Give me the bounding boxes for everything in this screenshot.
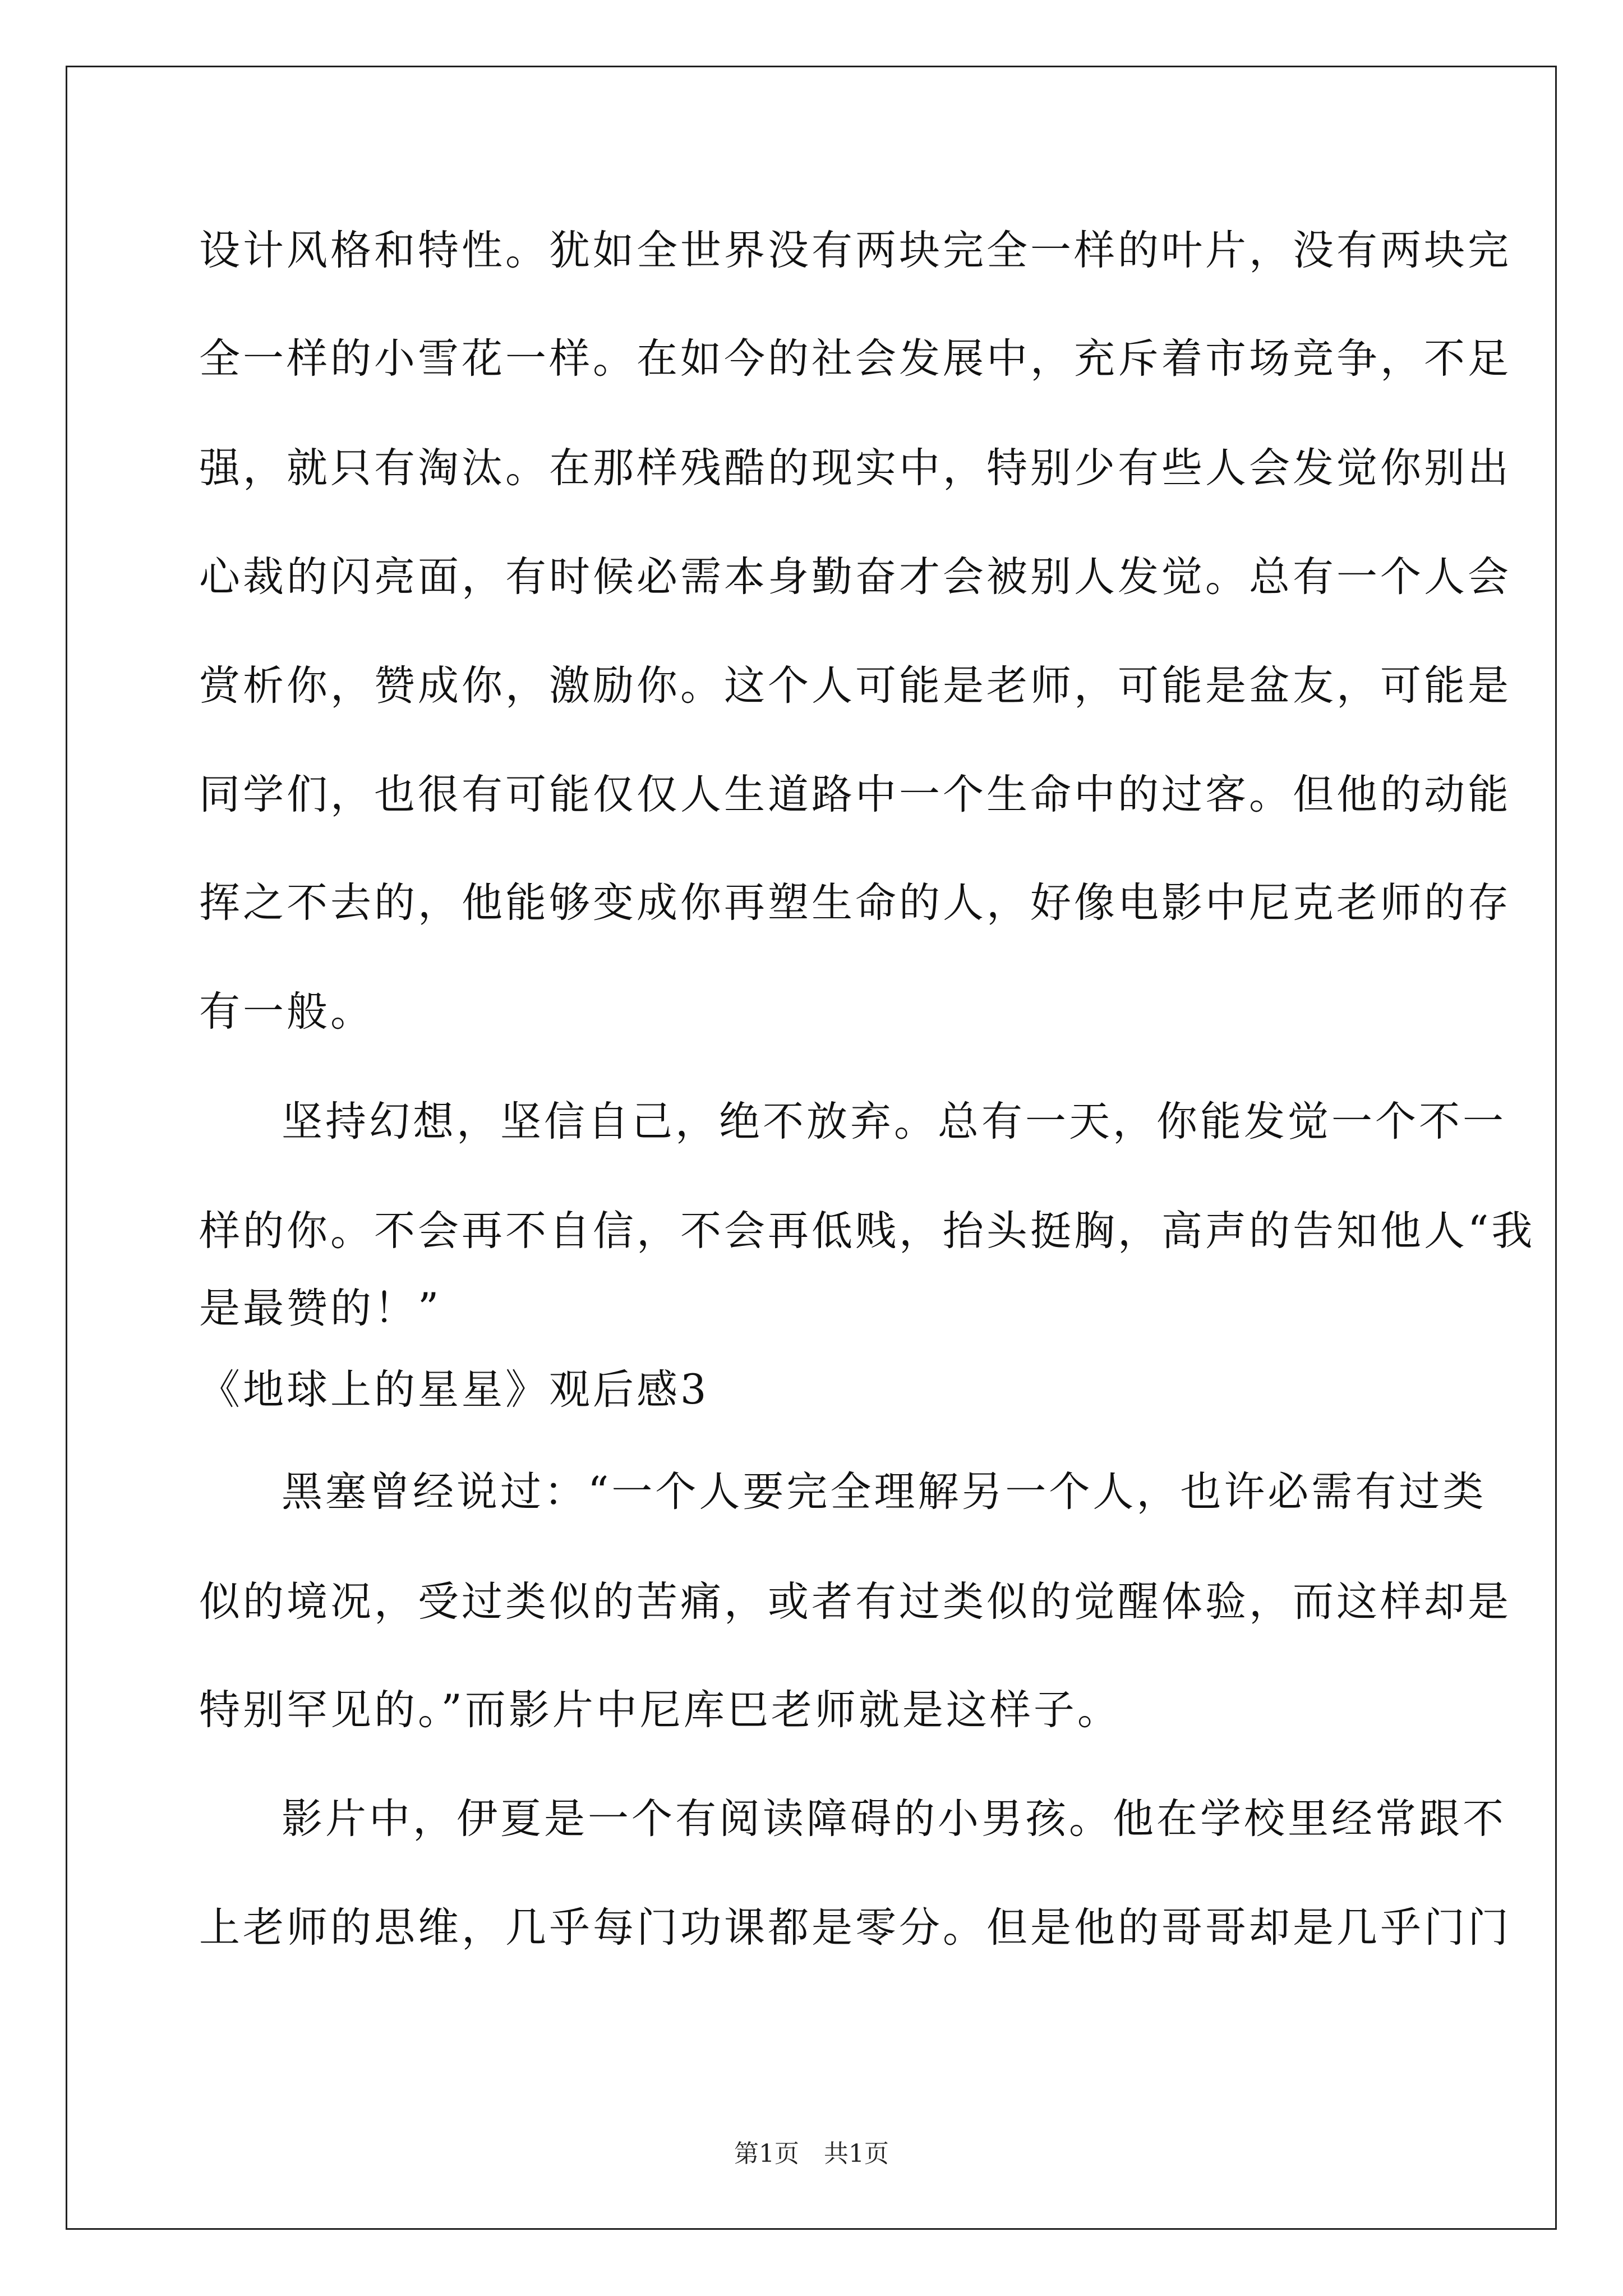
text-line: 样的你。不会再不自信，不会再低贱，抬头挺胸，高声的告知他人“我 <box>199 1207 1536 1255</box>
text-line: 特别罕见的。”而影片中尼库巴老师就是这样子。 <box>199 1686 1121 1734</box>
section-heading: 《地球上的星星》观后感3 <box>199 1366 709 1414</box>
text-line: 挥之不去的，他能够变成你再塑生命的人，好像电影中尼克老师的存 <box>199 879 1511 927</box>
text-line: 全一样的小雪花一样。在如今的社会发展中，充斥着市场竞争，不足 <box>199 335 1511 383</box>
paragraph-first-line: 黑塞曾经说过：“一个人要完全理解另一个人，也许必需有过类 <box>282 1468 1487 1516</box>
text-line: 是最赞的！” <box>199 1285 442 1332</box>
text-line: 赏析你，赞成你，激励你。这个人可能是老师，可能是盆友，可能是 <box>199 662 1511 710</box>
text-line: 有一般。 <box>199 988 374 1036</box>
paragraph-first-line: 影片中，伊夏是一个有阅读障碍的小男孩。他在学校里经常跟不 <box>282 1795 1506 1843</box>
page-footer: 第1页 共1页 <box>734 2139 889 2168</box>
text-line: 强，就只有淘汰。在那样残酷的现实中，特别少有些人会发觉你别出 <box>199 444 1511 492</box>
text-line: 上老师的思维，几乎每门功课都是零分。但是他的哥哥却是几乎门门 <box>199 1904 1511 1952</box>
paragraph-first-line: 坚持幻想，坚信自己，绝不放弃。总有一天，你能发觉一个不一 <box>282 1098 1506 1145</box>
text-line: 心裁的闪亮面，有时候必需本身勤奋才会被别人发觉。总有一个人会 <box>199 553 1511 601</box>
text-line: 设计风格和特性。犹如全世界没有两块完全一样的叶片，没有两块完 <box>199 227 1511 274</box>
text-line: 似的境况，受过类似的苦痛，或者有过类似的觉醒体验，而这样却是 <box>199 1578 1511 1626</box>
text-line: 同学们，也很有可能仅仅人生道路中一个生命中的过客。但他的动能 <box>199 771 1511 818</box>
